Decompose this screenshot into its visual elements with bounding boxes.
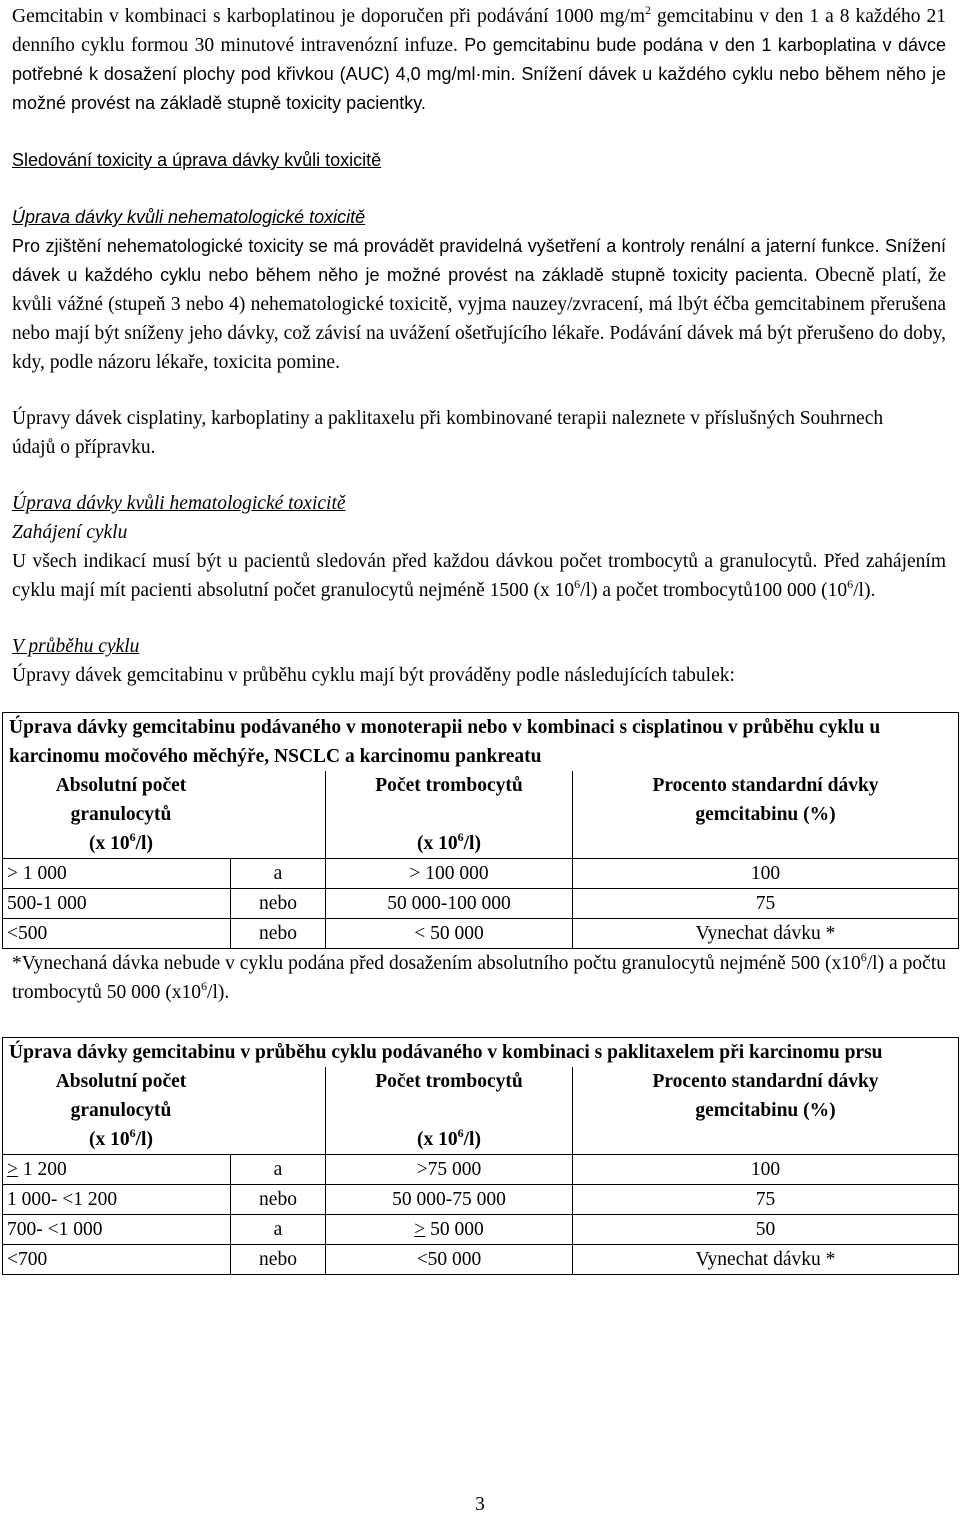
table2-cell-conj: nebo [231, 1245, 326, 1275]
table2-title: Úprava dávky gemcitabinu v průběhu cyklu podávaného v kombinaci s paklitaxelem při karcinomu prsu [3, 1038, 959, 1068]
table1-cell-pct: 75 [573, 889, 959, 919]
table-row [3, 889, 959, 919]
table2-cell-plt: >75 000 [326, 1155, 573, 1185]
dose-table-1 [2, 712, 959, 949]
hemat-heading: Úprava dávky kvůli hematologické toxicitě [12, 493, 346, 514]
hemat-paragraph-2: Úpravy dávek gemcitabinu v průběhu cyklu mají být prováděny podle následujících tabulek: [12, 665, 735, 686]
nonhemat-paragraph [12, 232, 946, 377]
table2-header-percent: Procento standardní dávky gemcitabinu (%) [573, 1067, 959, 1155]
table-row [3, 1245, 959, 1275]
table2-cell-plt: > 50 000 [326, 1215, 573, 1245]
table-row [3, 1185, 959, 1215]
table-row [3, 1155, 959, 1185]
nonhemat-heading: Úprava dávky kvůli nehematologické toxicitě [12, 207, 366, 227]
table2-cell-plt: 50 000-75 000 [326, 1185, 573, 1215]
table-row [3, 919, 959, 949]
intro-text-sans: Po gemcitabinu bude podána v den 1 karboplatina v dávce potřebné k dosažení plochy pod křivkou (AUC) 4,0 mg/ml·min. Snížení dávek u každého cyklu nebo během něho je možné provést na základě stupně toxicity pacientky. [12, 35, 946, 113]
table1-header-row [3, 771, 959, 859]
hemat-p1-sup1: 6 [574, 577, 581, 591]
table2-header-row [3, 1067, 959, 1155]
table1-cell-pct: Vynechat dávku * [573, 919, 959, 949]
table2-cell-pct: 75 [573, 1185, 959, 1215]
table2-cell-gran: > 1 200 [3, 1155, 231, 1185]
hemat-p1-a: U všech indikací musí být u pacientů sledován před každou dávkou počet trombocytů a granulocytů. Před zahájením cyklu mají mít pacienti absolutní počet granulocytů nejméně 1500 (x 10 [12, 551, 946, 601]
table2-cell-pct: 100 [573, 1155, 959, 1185]
document-page [7, 2, 947, 1275]
toxicity-heading: Sledování toxicity a úprava dávky kvůli toxicitě [12, 150, 382, 170]
combo-note: Úpravy dávek cisplatiny, karboplatiny a paklitaxelu při kombinované terapii naleznete v příslušných Souhrnech údajů o přípravku. [12, 408, 884, 458]
nonhemat-text-sans: Pro zjištění nehematologické toxicity se má provádět pravidelná vyšetření a kontroly renální a jaterní funkce. Snížení dávek u každého cyklu nebo během něho je možné provést na základě stupně toxicity pacienta. [12, 236, 946, 285]
table1-cell-gran: <500 [3, 919, 231, 949]
table1-cell-gran: > 1 000 [3, 859, 231, 889]
table2-cell-conj: a [231, 1215, 326, 1245]
hemat-p1-sup2: 6 [847, 577, 854, 591]
intro-sup: 2 [645, 3, 652, 17]
dose-table-2 [2, 1037, 959, 1275]
table-row [3, 859, 959, 889]
table2-cell-pct: Vynechat dávku * [573, 1245, 959, 1275]
intro-text-1: Gemcitabin v kombinaci s karboplatinou je doporučen při podávání 1000 mg/m [12, 6, 646, 27]
table2-cell-pct: 50 [573, 1215, 959, 1245]
table2-cell-gran: 700- <1 000 [3, 1215, 231, 1245]
table1-title: Úprava dávky gemcitabinu podávaného v monoterapii nebo v kombinaci s cisplatinou v průběhu cyklu u karcinomu močového měchýře, NSCLC a karcinomu pankreatu [3, 713, 959, 772]
table1-note: *Vynechaná dávka nebude v cyklu podána před dosažením absolutního počtu granulocytů nejméně 500 $(x10^6/l)$ a počtu trombocytů 50 000 $(x10^6/l)$. [12, 950, 946, 1003]
table1-header-platelets: Počet trombocytů (x $10^6/l$) [326, 771, 573, 859]
table1-cell-plt: < 50 000 [326, 919, 573, 949]
table1-cell-conj: nebo [231, 889, 326, 919]
page-number: 3 [475, 1494, 485, 1515]
table2-cell-gran: <700 [3, 1245, 231, 1275]
hemat-sub-during: V průběhu cyklu [12, 636, 140, 657]
table1-cell-plt: 50 000-100 000 [326, 889, 573, 919]
table2-header-granulocytes: Absolutní počet granulocytů (x $10^6/l$) [3, 1067, 326, 1155]
table1-cell-pct: 100 [573, 859, 959, 889]
hemat-p1-b: /l) a počet trombocytů100 000 (10 [580, 580, 848, 601]
table1-header-granulocytes: Absolutní počet granulocytů (x $10^6/l$) [3, 771, 326, 859]
hemat-paragraph-1 [12, 547, 946, 605]
table2-cell-conj: a [231, 1155, 326, 1185]
table1-cell-plt: > 100 000 [326, 859, 573, 889]
table-row [3, 1215, 959, 1245]
table2-cell-conj: nebo [231, 1185, 326, 1215]
nonhemat-text-serif: Obecně platí, že kvůli vážné (stupeň 3 nebo 4) nehematologické toxicitě, vyjma nauzey/zvracení, má lbýt éčba gemcitabinem přerušena nebo mají být sníženy jeho dávky, což závisí na uvážení ošetřujícího lékaře. Podávání dávek má být přerušeno do doby, kdy, podle názoru lékaře, toxicita pomine. [12, 265, 947, 373]
table1-header-percent: Procento standardní dávky gemcitabinu (%) [573, 771, 959, 859]
table1-cell-gran: 500-1 000 [3, 889, 231, 919]
intro-text-2: gemcitabinu v den 1 a 8 každého 21 denního cyklu formou 30 minutové intravenózní infuze. [12, 6, 946, 56]
intro-paragraph [12, 2, 946, 118]
hemat-sub-start: Zahájení cyklu [12, 522, 128, 543]
hemat-p1-c: /l). [853, 580, 876, 601]
table1-cell-conj: a [231, 859, 326, 889]
table2-cell-gran: 1 000- <1 200 [3, 1185, 231, 1215]
table1-cell-conj: nebo [231, 919, 326, 949]
table2-cell-plt: <50 000 [326, 1245, 573, 1275]
table2-header-platelets: Počet trombocytů (x $10^6/l$) [326, 1067, 573, 1155]
